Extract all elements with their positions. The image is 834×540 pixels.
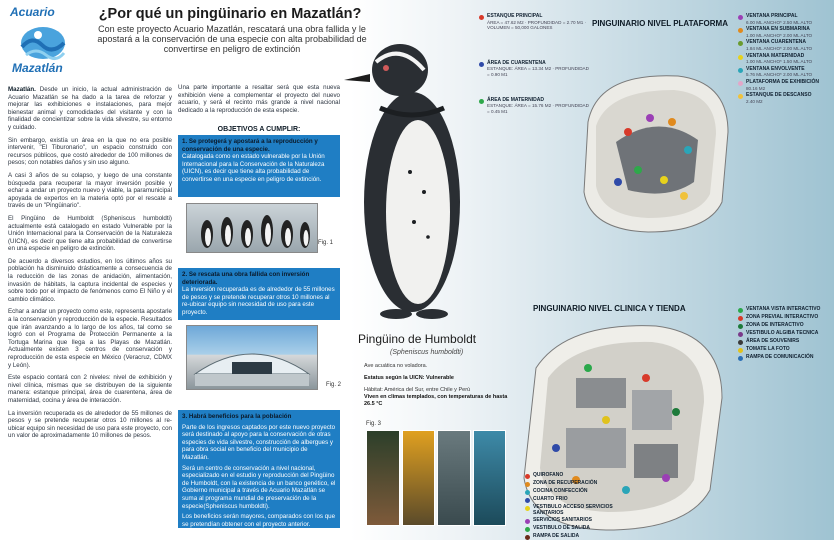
legend-item: VENTANA CUARENTENA 1.84 ML ANCHO* 2.00 ML ALTO bbox=[738, 40, 830, 51]
figure-1-caption: Fig. 1 bbox=[318, 240, 334, 246]
figure-2-caption: Fig. 2 bbox=[326, 382, 342, 388]
plataforma-legend-right bbox=[738, 14, 830, 106]
legend-item: VENTANA EN SUBMARINA 1.00 ML ANCHO* 2.00 ML ALTO bbox=[738, 27, 830, 38]
objective-1-title: 1. Se protegerá y apostará a la reproducción y conservación de una especie. bbox=[182, 138, 318, 153]
objective-3-text-3: Los beneficios serán mayores, comparados con los que se pretendían obtener con el proyecto anterior. bbox=[182, 513, 336, 528]
legend-item: QUIROFANO bbox=[525, 473, 615, 479]
legend-item: VENTANA VISTA INTERACTIVO bbox=[738, 307, 830, 313]
objective-2-text: La inversión recuperada es de alrededor de 55 millones de pesos y se pretende recuperar otros 10 millones al re-ubicar equipo sin necesidad de uso para este proyecto. bbox=[182, 286, 335, 316]
legend-item: ÁREA DE MATERNIDAD ESTANQUE: ÁREA = 15.76 M2 · PROFUNDIDAD = 0.45 M1 bbox=[479, 98, 589, 115]
clinica-legend-bottom bbox=[525, 473, 615, 540]
acuario-logo bbox=[8, 5, 78, 77]
legend-item: RAMPA DE COMUNICACIÓN bbox=[738, 355, 830, 361]
legend-item: ZONA PREVIAL INTERACTIVO bbox=[738, 315, 830, 321]
species-status: Estatus según la UICN: Vulnerable bbox=[364, 375, 454, 381]
legend-item: ESTANQUE PRINCIPAL ÁREA = 47.62 M2 · PROFUNDIDAD = 2.70 M1 · VOLUMEN = 50,000 GALONES bbox=[479, 14, 589, 31]
penguins-group-photo bbox=[186, 203, 318, 253]
building-photo bbox=[186, 325, 318, 390]
clinica-legend-right bbox=[738, 307, 830, 363]
bird-photo bbox=[366, 430, 400, 526]
objective-1-text: Catalogada como en estado vulnerable por la Unión Internacional para la Conservación de la Naturaleza (UICN), es decir que tiene alta probabilidad de convertirse en una especie en peligro de extinción. bbox=[182, 153, 325, 183]
paragraph: Sin embargo, existía un área en la que no era posible intervenir, "El Tiburonario", un espacio construido con recursos públicos, que costó alrededor de 100 millones de pesos; con notables daños y sin uso alguno. bbox=[8, 136, 172, 167]
legend-item: ÁREA DE SOUVENIRS bbox=[738, 339, 830, 345]
legend-item: RAMPA DE SALIDA bbox=[525, 534, 615, 540]
legend-item: VENTANA MATERNIDAD 1.00 ML ANCHO* 1.50 ML ALTO bbox=[738, 54, 830, 65]
building-illustration bbox=[187, 326, 317, 389]
species-info-line: Ave acuática no voladora. bbox=[364, 363, 428, 369]
legend-item: ÁREA DE CUARENTENA ESTANQUE: ÁREA = 13.34 M2 · PROFUNDIDAD = 0.90 M1 bbox=[479, 61, 589, 78]
objective-3-text-1: Parte de los ingresos captados por este nuevo proyecto será destinado al apoyo para la conservación de otras especies de vida silvestre, construcción de albergues y para obra social en beneficio del municipio de Mazatlán. bbox=[182, 423, 336, 461]
legend-item: VESTIBULO ACCESO SERVICIOS SANITARIOS bbox=[525, 505, 615, 516]
legend-item: ZONA DE RECUPERACIÓN bbox=[525, 481, 615, 487]
legend-item: TOMATE LA FOTO bbox=[738, 347, 830, 353]
body-column-1 bbox=[8, 86, 172, 445]
legend-item: VENTANA ENVOLVENTE 5.76 ML ANCHO* 2.00 ML ALTO bbox=[738, 67, 830, 78]
species-info bbox=[364, 363, 509, 408]
legend-item: VESTIBULO ALGIBA TECNICA bbox=[738, 331, 830, 337]
legend-item: COCINA CONFECCIÓN bbox=[525, 489, 615, 495]
paragraph: A casi 3 años de su colapso, y luego de una constante búsqueda para recuperar la mayor inversión posible y echar a andar un proyecto nuevo y viable, la paramunicipal apoyada de expertos en la materia optó por el rescate a través de un "Pingüinario". bbox=[8, 171, 172, 210]
page-title: ¿Por qué un pingüinario en Mazatlán? bbox=[98, 6, 362, 22]
species-scientific-name: (Spheniscus humboldti) bbox=[390, 349, 464, 356]
legend-item: CUARTO FRIO bbox=[525, 497, 615, 503]
plataforma-model-illustration bbox=[568, 62, 738, 238]
legend-item: PLATAFORMA DE EXHIBICIÓN 80.16 M2 bbox=[738, 80, 830, 91]
paragraph: El Pingüino de Humboldt (Spheniscus humboldti) actualmente está catalogado en estado Vulnerable por la Unión Internacional para la Conservación de la Naturaleza (UICN), es decir que tiene alta probabilidad de convertirse en una especie en peligro de extinción. bbox=[8, 214, 172, 253]
objectives-title: OBJETIVOS A CUMPLIR: bbox=[217, 126, 301, 133]
clinica-title: PINGUINARIO NIVEL CLINICA Y TIENDA bbox=[533, 304, 686, 313]
plataforma-title: PINGUINARIO NIVEL PLATAFORMA bbox=[592, 19, 728, 28]
paragraph: La inversión recuperada es de alrededor de 55 millones de pesos y se pretende recuperar otros 10 millones al re-ubicar equipo sin necesidad de uso para este proyecto, con un valor de aproximadamente 10 millones de pesos. bbox=[8, 409, 172, 440]
paragraph: Mazatlán. Desde un inicio, la actual administración de Acuario Mazatlán se ha dado a la tarea de reforzar y mejorar las exhibiciones e instalaciones, para mejor bienestar animal y comodidades del visitante y con la finalidad de concientizar sobre la vida silvestre, su entorno y cuidado. bbox=[8, 86, 172, 131]
figure-3-caption: Fig. 3 bbox=[366, 421, 382, 427]
animal-photo bbox=[402, 430, 436, 526]
logo-text-top: Acuario bbox=[10, 5, 55, 19]
legend-item: ESTANQUE DE DESCANSO 2.40 M2 bbox=[738, 93, 830, 104]
objective-3-box bbox=[178, 410, 340, 528]
plataforma-3d-model bbox=[568, 62, 738, 238]
legend-item: SERVICIOS SANITARIOS bbox=[525, 518, 615, 524]
species-habitat: Hábitat: América del Sur, entre Chile y Perú bbox=[364, 387, 471, 393]
penguins-illustration bbox=[187, 204, 317, 252]
objective-2-title: 2. Se rescata una obra fallida con inversión deteriorada. bbox=[182, 271, 310, 286]
paragraph: Echar a andar un proyecto como este, representa apostarle a la conservación y reproducción de la especie. Resultados que irán avanzando a lo largo de los años, tal como se logró con el Programa de Protección Permanente a la Tortuga Marina que llega a las Playas de Mazatlán. Actualmente existen 3 centros de conservación y reproducción de esta especie en México (Veracruz, CDMX y León). bbox=[8, 308, 172, 369]
objective-3-text-2: Será un centro de conservación a nivel nacional, especializado en el estudio y reproducción del Pingüino de Humboldt, con la existencia de un banco genético, el Gobierno municipal a través de Acuario Mazatlán se suma al programa mundial de preservación de la especie(Spheniscus humboldti). bbox=[182, 464, 336, 510]
penguin-illustration bbox=[340, 22, 472, 322]
species-thumbnails bbox=[366, 430, 506, 526]
species-climate: Viven en climas templados, con temperaturas de hasta 26.5 °C bbox=[364, 394, 508, 407]
legend-item: ZONA DE INTERACTIVO bbox=[738, 323, 830, 329]
paragraph: De acuerdo a diversos estudios, en los últimos años su población ha disminuido drásticamente a consecuencia de la reducción de las zonas de anidación, alimentación, invasión de hábitats, la captura incidental de especies y sobre todo por el impacto de fenómenos como El Niño y el cambio climático. bbox=[8, 257, 172, 303]
legend-item: VENTANA PRINCIPAL 6.00 ML ANCHO* 2.50 ML ALTO bbox=[738, 14, 830, 25]
species-name: Pingüino de Humboldt bbox=[358, 332, 477, 346]
legend-item: VESTIBULO DE SALIDA bbox=[525, 526, 615, 532]
humboldt-penguin-image bbox=[340, 22, 472, 322]
objective-2-box bbox=[178, 268, 340, 320]
objective-3-title: 3. Habrá beneficios para la población bbox=[182, 413, 292, 420]
page-subtitle: Con este proyecto Acuario Mazatlán, rescatará una obra fallida y le apostará a la conservación de una especie con alta probabilidad de convertirse en peligro de extinción bbox=[97, 24, 367, 54]
objective-1-box bbox=[178, 135, 340, 197]
paragraph: Este espacio contará con 2 niveles: nivel de exhibición y nivel clínica, mismas que se distribuyen de la siguiente manera: estanque principal, área de cuarentena, área de maternidad, cocina y área de interacción. bbox=[8, 374, 172, 404]
monkey-photo bbox=[437, 430, 471, 526]
logo-text-bottom: Mazatlán bbox=[12, 61, 63, 75]
intro-paragraph: Una parte importante a resaltar será que esta nueva exhibición viene a complementar el proyecto del nuevo acuario, y será el recinto más grande a nivel nacional dedicado a la reproducción de esta especie. bbox=[178, 84, 340, 114]
